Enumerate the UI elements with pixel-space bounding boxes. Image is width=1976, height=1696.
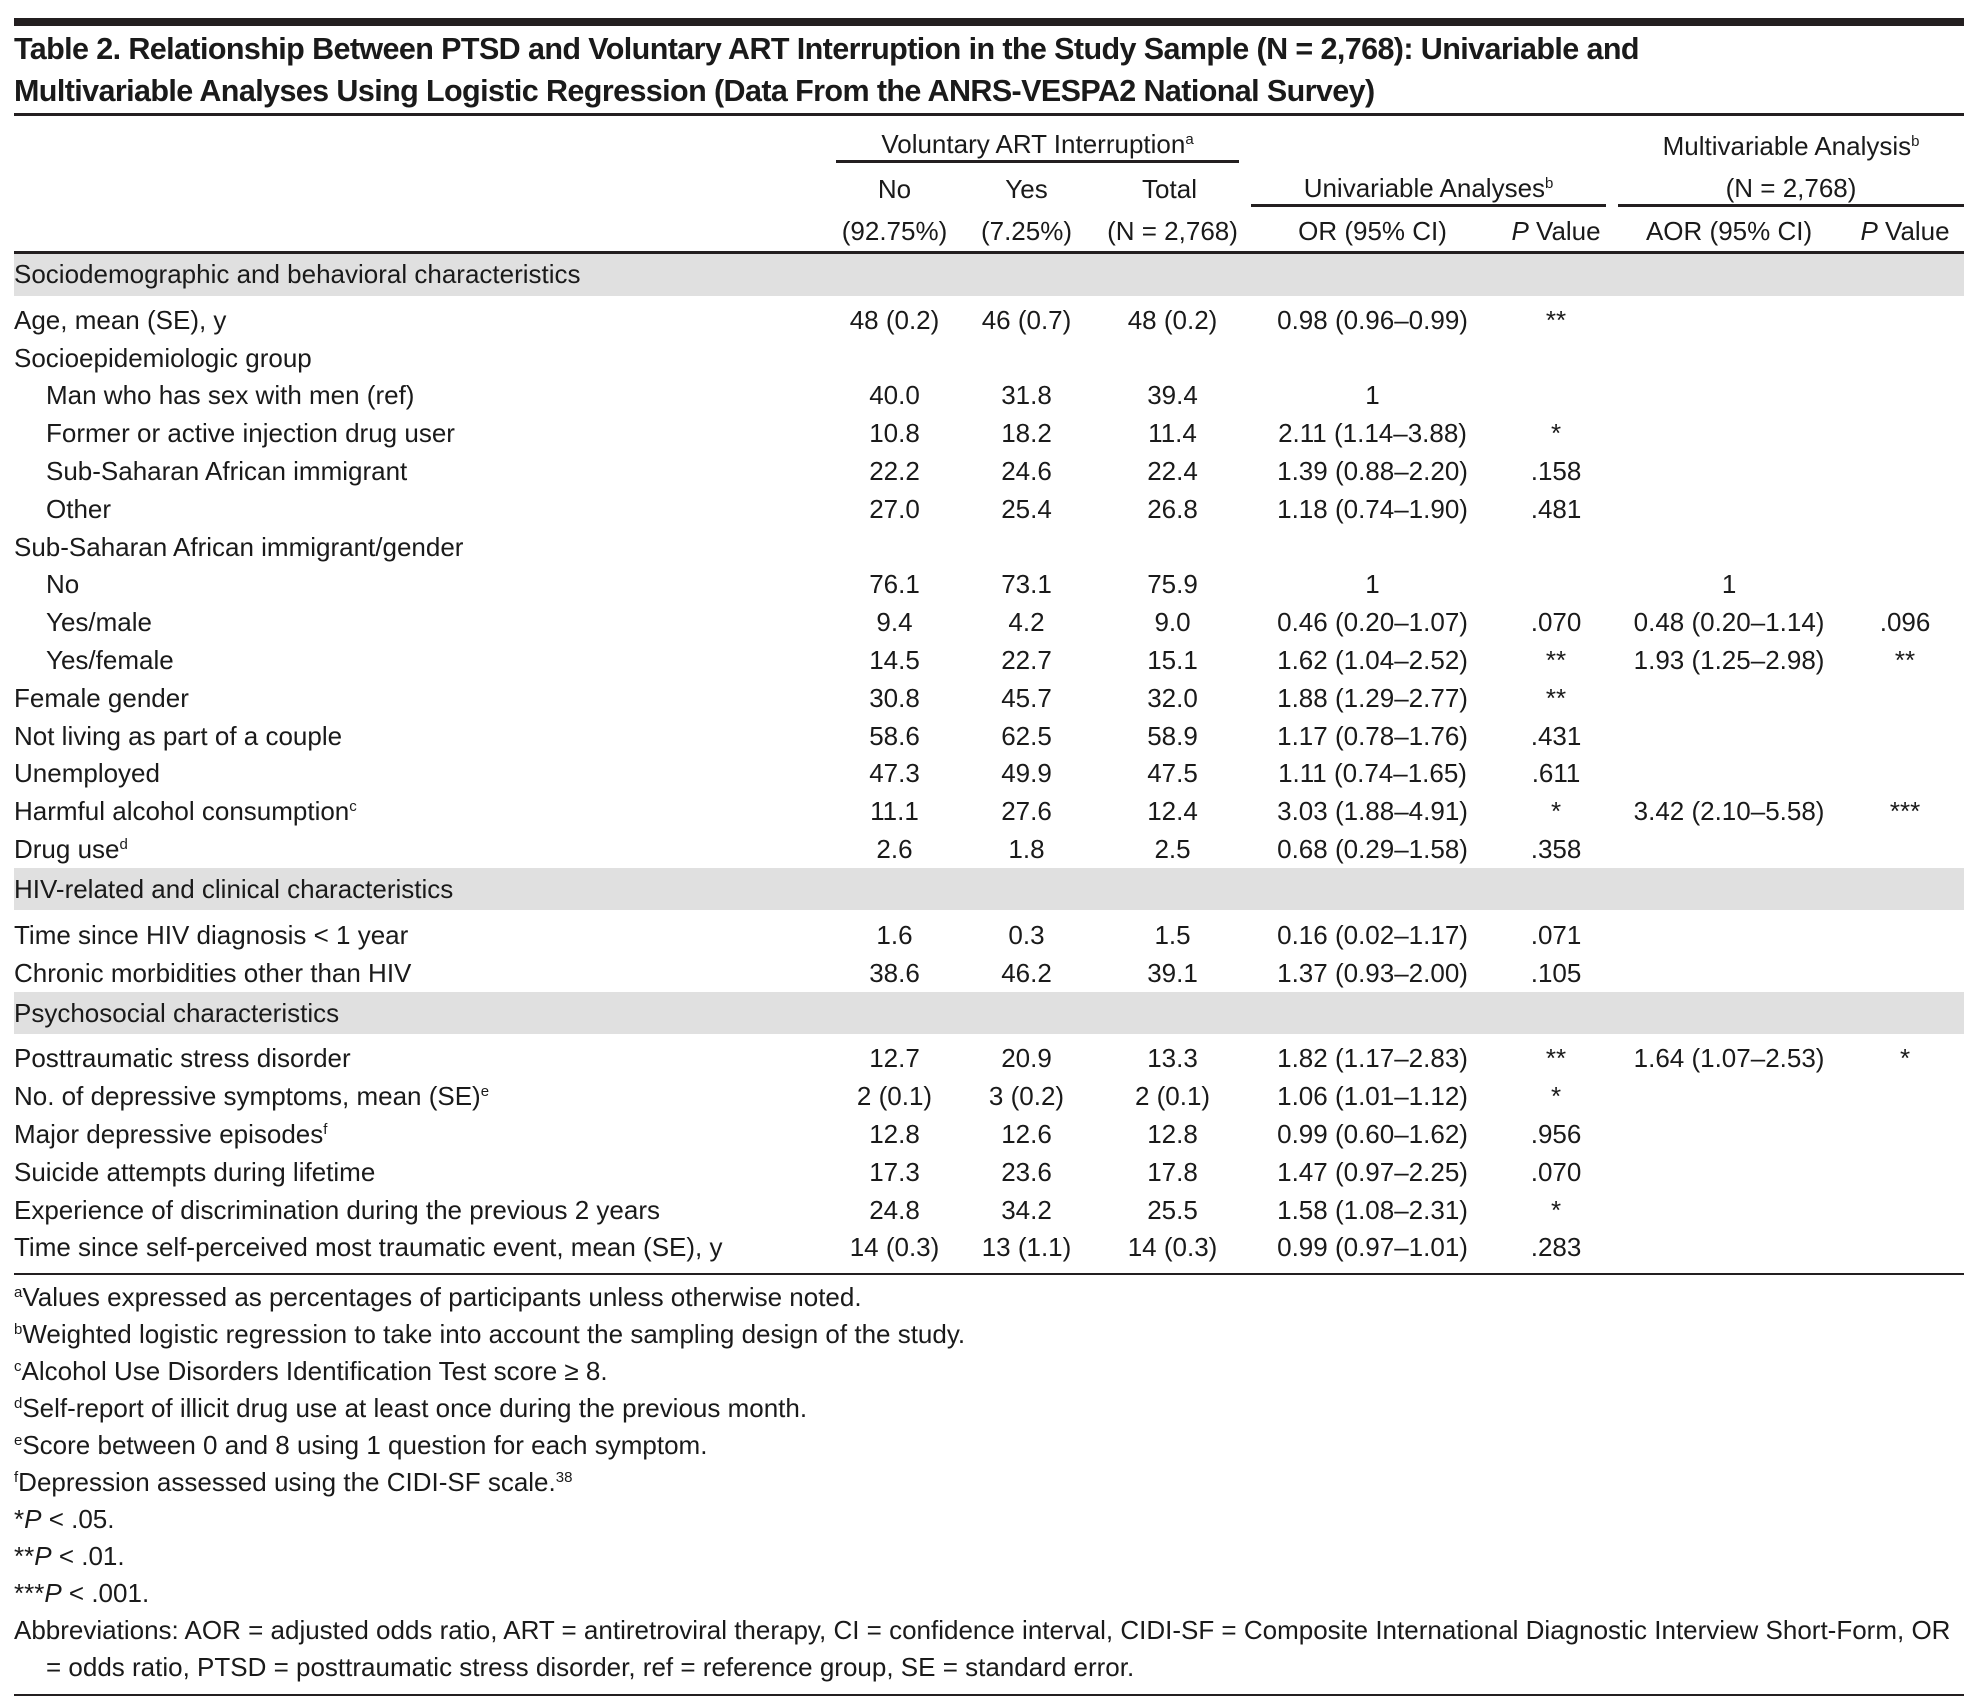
aor-cell bbox=[1612, 339, 1846, 377]
or-cell: 1.37 (0.93–2.00) bbox=[1277, 957, 1468, 988]
footnote bbox=[14, 1575, 1964, 1612]
footnote-text: < .05. bbox=[41, 1504, 115, 1534]
no-cell: 1.6 bbox=[876, 919, 913, 950]
footnote bbox=[14, 1427, 1964, 1464]
row-label: Suicide attempts during lifetime bbox=[14, 1156, 376, 1187]
yes-cell: 22.7 bbox=[1001, 645, 1052, 676]
adjusted-p-value-cell bbox=[1846, 1078, 1964, 1116]
p-value-cell: .105 bbox=[1530, 957, 1582, 988]
table-row bbox=[14, 604, 1964, 642]
row-label: Harmful alcohol consumption$^c$ bbox=[14, 796, 357, 827]
header-adjusted-p-value: P Value bbox=[1860, 215, 1950, 246]
p-value-cell: .158 bbox=[1530, 456, 1582, 487]
footnote-marker: f bbox=[14, 1469, 19, 1486]
table-row bbox=[14, 831, 1964, 869]
p-value-cell: ** bbox=[1545, 682, 1567, 713]
section-header-row bbox=[14, 868, 1964, 910]
table-row bbox=[14, 1034, 1964, 1078]
p-value-cell: ** bbox=[1545, 645, 1567, 676]
yes-cell: 46 (0.7) bbox=[981, 304, 1072, 335]
no-cell: 40.0 bbox=[869, 380, 920, 411]
table-bottom-rule bbox=[14, 1273, 1964, 1275]
aor-cell bbox=[1612, 528, 1846, 566]
no-cell: 12.8 bbox=[869, 1119, 920, 1150]
adjusted-p-value-cell bbox=[1846, 566, 1964, 604]
row-label: Time since self-perceived most traumatic event, mean (SE), y bbox=[14, 1232, 723, 1263]
or-cell: 1 bbox=[1365, 569, 1380, 600]
no-cell: 38.6 bbox=[869, 957, 920, 988]
or-cell: 1.18 (0.74–1.90) bbox=[1277, 493, 1468, 524]
yes-cell: 13 (1.1) bbox=[981, 1232, 1072, 1263]
row-label: Former or active injection drug user bbox=[46, 418, 455, 449]
total-cell: 11.4 bbox=[1148, 418, 1197, 449]
yes-cell: 49.9 bbox=[1001, 758, 1052, 789]
header-no: No bbox=[877, 174, 912, 204]
footnote-marker: a bbox=[14, 1284, 23, 1301]
aor-cell bbox=[1612, 1229, 1846, 1267]
p-value-cell: .481 bbox=[1530, 493, 1582, 524]
header-multivariable-n: (N = 2,768) bbox=[1612, 162, 1964, 206]
no-cell: 11.1 bbox=[870, 796, 919, 827]
results-table bbox=[14, 116, 1964, 1267]
row-label: Experience of discrimination during the previous 2 years bbox=[14, 1194, 661, 1225]
row-label: No. of depressive symptoms, mean (SE)$^e$ bbox=[14, 1081, 490, 1112]
or-cell: 1.47 (0.97–2.25) bbox=[1277, 1156, 1468, 1187]
yes-cell: 23.6 bbox=[1001, 1156, 1052, 1187]
p-value-cell: .070 bbox=[1530, 607, 1582, 638]
or-cell: 1.62 (1.04–2.52) bbox=[1277, 645, 1468, 676]
or-cell: 2.11 (1.14–3.88) bbox=[1278, 418, 1467, 449]
header-yes: Yes bbox=[1005, 174, 1048, 204]
or-cell: 1.58 (1.08–2.31) bbox=[1277, 1194, 1468, 1225]
aor-cell bbox=[1612, 415, 1846, 453]
section-label: Sociodemographic and behavioral characteristics bbox=[14, 252, 1964, 296]
footnote-marker: c bbox=[349, 798, 357, 816]
aor-cell: 1 bbox=[1721, 569, 1737, 600]
no-cell: 22.2 bbox=[869, 456, 920, 487]
row-label: Drug use$^d$ bbox=[14, 834, 128, 865]
footnote-text: < .001. bbox=[61, 1578, 150, 1608]
no-cell: 2 (0.1) bbox=[856, 1081, 933, 1112]
p-value-cell: ** bbox=[1545, 304, 1567, 335]
total-cell: 58.9 bbox=[1147, 720, 1198, 751]
p-value-cell: .611 bbox=[1531, 758, 1581, 789]
footnote bbox=[14, 1390, 1964, 1427]
table-row bbox=[14, 490, 1964, 528]
adjusted-p-value-cell bbox=[1846, 528, 1964, 566]
no-cell bbox=[836, 339, 953, 377]
adjusted-p-value-cell bbox=[1846, 954, 1964, 992]
adjusted-p-value-cell bbox=[1846, 755, 1964, 793]
total-cell: 15.1 bbox=[1147, 645, 1198, 676]
aor-cell: 3.42 (2.10–5.58) bbox=[1633, 796, 1825, 827]
footnote-text: Depression assessed using the CIDI-SF scale. bbox=[18, 1467, 556, 1497]
total-cell: 48 (0.2) bbox=[1127, 304, 1218, 335]
section-header-row bbox=[14, 252, 1964, 296]
header-multivariable-analysis: Multivariable Analysis$^b$ bbox=[1612, 116, 1964, 162]
aor-cell: 1.64 (1.07–2.53) bbox=[1633, 1043, 1825, 1074]
footnote-marker: d bbox=[14, 1395, 23, 1412]
no-cell bbox=[836, 528, 953, 566]
footnote-text: < .01. bbox=[51, 1541, 125, 1571]
p-value-cell: .071 bbox=[1530, 919, 1582, 950]
yes-cell: 31.8 bbox=[1001, 380, 1052, 411]
table-row bbox=[14, 415, 1964, 453]
row-label: Time since HIV diagnosis < 1 year bbox=[14, 919, 409, 950]
p-value-cell: .358 bbox=[1530, 834, 1582, 865]
or-cell: 0.68 (0.29–1.58) bbox=[1277, 834, 1468, 865]
footnote-text: Alcohol Use Disorders Identification Test score ≥ 8. bbox=[21, 1356, 608, 1386]
no-cell: 76.1 bbox=[869, 569, 920, 600]
adjusted-p-value-cell bbox=[1846, 415, 1964, 453]
row-label: Age, mean (SE), y bbox=[14, 304, 227, 335]
or-cell: 1.06 (1.01–1.12) bbox=[1277, 1081, 1468, 1112]
row-label: Man who has sex with men (ref) bbox=[46, 380, 415, 411]
header-p-value: P Value bbox=[1511, 215, 1601, 246]
yes-cell: 73.1 bbox=[1001, 569, 1052, 600]
no-cell: 47.3 bbox=[869, 758, 920, 789]
total-cell: 12.8 bbox=[1147, 1119, 1198, 1150]
yes-cell: 24.6 bbox=[1001, 456, 1052, 487]
total-cell: 17.8 bbox=[1147, 1156, 1198, 1187]
no-cell: 12.7 bbox=[869, 1043, 920, 1074]
row-label: Chronic morbidities other than HIV bbox=[14, 957, 412, 988]
aor-cell bbox=[1612, 954, 1846, 992]
total-cell bbox=[1100, 528, 1245, 566]
table-row bbox=[14, 1078, 1964, 1116]
aor-cell bbox=[1612, 755, 1846, 793]
aor-cell bbox=[1612, 1191, 1846, 1229]
total-cell: 39.4 bbox=[1147, 380, 1198, 411]
yes-cell: 0.3 bbox=[1008, 919, 1045, 950]
aor-cell bbox=[1612, 1153, 1846, 1191]
table-row bbox=[14, 717, 1964, 755]
adjusted-p-value-cell bbox=[1846, 831, 1964, 869]
row-label: Socioepidemiologic group bbox=[14, 342, 312, 373]
table-title bbox=[14, 28, 1974, 112]
p-value-cell bbox=[1500, 339, 1612, 377]
abbreviations: Abbreviations: AOR = adjusted odds ratio, ART = antiretroviral therapy, CI = confidence interval, CIDI-SF = Composite International Diagnostic Interview Short-Form, OR = odds ratio, PTSD = posttraumatic stress disorder, ref = reference group, SE = standard error. bbox=[14, 1615, 1951, 1682]
footnote bbox=[14, 1501, 1964, 1538]
top-rule bbox=[14, 18, 1964, 26]
footnote bbox=[14, 1316, 1964, 1353]
yes-cell: 45.7 bbox=[1001, 682, 1052, 713]
adjusted-p-value-cell bbox=[1846, 1116, 1964, 1154]
row-label: Not living as part of a couple bbox=[14, 720, 343, 751]
row-label: No bbox=[46, 569, 80, 600]
adjusted-p-value-cell: * bbox=[1899, 1043, 1911, 1074]
table-row bbox=[14, 528, 1964, 566]
adjusted-p-value-cell bbox=[1846, 679, 1964, 717]
footnote bbox=[14, 1279, 1964, 1316]
yes-cell bbox=[953, 528, 1100, 566]
aor-cell bbox=[1612, 910, 1846, 954]
aor-cell bbox=[1612, 490, 1846, 528]
aor-cell bbox=[1612, 717, 1846, 755]
header-or: OR (95% CI) bbox=[1298, 215, 1447, 246]
yes-cell: 18.2 bbox=[1001, 418, 1052, 449]
total-cell: 32.0 bbox=[1147, 682, 1198, 713]
footnote-marker: e bbox=[480, 1083, 490, 1101]
footnote-marker: c bbox=[14, 1358, 22, 1375]
p-value-cell bbox=[1500, 377, 1612, 415]
total-cell: 26.8 bbox=[1147, 493, 1198, 524]
total-cell: 25.5 bbox=[1147, 1194, 1198, 1225]
no-cell: 58.6 bbox=[869, 720, 920, 751]
no-cell: 9.4 bbox=[876, 607, 913, 638]
footnote bbox=[14, 1353, 1964, 1390]
aor-cell: 1.93 (1.25–2.98) bbox=[1633, 645, 1825, 676]
significance-stars: ** bbox=[14, 1541, 35, 1571]
table-row bbox=[14, 1229, 1964, 1267]
or-cell: 0.16 (0.02–1.17) bbox=[1277, 919, 1468, 950]
adjusted-p-value-cell bbox=[1846, 490, 1964, 528]
header-univariable-analyses: Univariable Analyses$^b$ bbox=[1245, 116, 1612, 205]
header-total-n: (N = 2,768) bbox=[1107, 215, 1238, 246]
adjusted-p-value-cell bbox=[1846, 453, 1964, 491]
row-label: Major depressive episodes$^f$ bbox=[14, 1119, 328, 1150]
adjusted-p-value-cell: .096 bbox=[1879, 607, 1931, 638]
footnote-text: Self-report of illicit drug use at least once during the previous month. bbox=[22, 1393, 808, 1423]
table-row bbox=[14, 296, 1964, 340]
total-cell: 39.1 bbox=[1147, 957, 1198, 988]
or-cell: 1 bbox=[1365, 380, 1380, 411]
total-cell: 12.4 bbox=[1147, 796, 1198, 827]
total-cell: 13.3 bbox=[1147, 1043, 1198, 1074]
yes-cell: 34.2 bbox=[1001, 1194, 1052, 1225]
no-cell: 27.0 bbox=[869, 493, 920, 524]
title-line-2: Multivariable Analyses Using Logistic Regression (Data From the ANRS-VESPA2 National Survey) bbox=[14, 74, 1375, 108]
header-aor: AOR (95% CI) bbox=[1645, 215, 1813, 246]
significance-stars: *** bbox=[14, 1578, 45, 1608]
row-label: Unemployed bbox=[14, 758, 160, 789]
row-label: Posttraumatic stress disorder bbox=[14, 1043, 351, 1074]
p-symbol: P bbox=[44, 1578, 62, 1608]
table-row bbox=[14, 1116, 1964, 1154]
yes-cell: 46.2 bbox=[1001, 957, 1052, 988]
table-row bbox=[14, 339, 1964, 377]
total-cell: 14 (0.3) bbox=[1127, 1232, 1218, 1263]
yes-cell: 20.9 bbox=[1001, 1043, 1052, 1074]
aor-cell bbox=[1612, 1078, 1846, 1116]
or-cell: 0.99 (0.60–1.62) bbox=[1277, 1119, 1468, 1150]
row-label: Yes/male bbox=[46, 607, 152, 638]
p-value-cell: .283 bbox=[1530, 1232, 1582, 1263]
adjusted-p-value-cell bbox=[1846, 1191, 1964, 1229]
aor-cell: 0.48 (0.20–1.14) bbox=[1633, 607, 1825, 638]
footnote-marker: e bbox=[14, 1432, 23, 1449]
header-voluntary-art-interruption: Voluntary ART Interruption$^a$ bbox=[836, 116, 1245, 162]
header-total: Total bbox=[1142, 174, 1197, 204]
yes-cell: 12.6 bbox=[1001, 1119, 1052, 1150]
p-value-cell bbox=[1500, 528, 1612, 566]
adjusted-p-value-cell bbox=[1846, 717, 1964, 755]
total-cell bbox=[1100, 339, 1245, 377]
no-cell: 2.6 bbox=[876, 834, 913, 865]
footnote-text: Values expressed as percentages of participants unless otherwise noted. bbox=[22, 1282, 862, 1312]
p-symbol: P bbox=[34, 1541, 52, 1571]
row-label: Other bbox=[46, 493, 112, 524]
or-cell: 1.17 (0.78–1.76) bbox=[1277, 720, 1468, 751]
table-row bbox=[14, 377, 1964, 415]
aor-cell bbox=[1612, 377, 1846, 415]
p-value-cell: ** bbox=[1545, 1043, 1567, 1074]
table-row bbox=[14, 566, 1964, 604]
no-cell: 30.8 bbox=[869, 682, 920, 713]
aor-cell bbox=[1612, 679, 1846, 717]
footnote bbox=[14, 1464, 1964, 1501]
p-value-cell: .431 bbox=[1530, 720, 1582, 751]
table-row bbox=[14, 642, 1964, 680]
reference-number: 38 bbox=[555, 1469, 573, 1486]
or-cell: 0.46 (0.20–1.07) bbox=[1277, 607, 1468, 638]
total-cell: 47.5 bbox=[1147, 758, 1198, 789]
table-row bbox=[14, 1153, 1964, 1191]
footnote bbox=[14, 1538, 1964, 1575]
p-value-cell: * bbox=[1550, 1081, 1562, 1112]
adjusted-p-value-cell: *** bbox=[1889, 796, 1921, 827]
no-cell: 14 (0.3) bbox=[849, 1232, 940, 1263]
row-label: Female gender bbox=[14, 682, 189, 713]
no-cell: 24.8 bbox=[869, 1194, 920, 1225]
or-cell bbox=[1245, 528, 1500, 566]
adjusted-p-value-cell: ** bbox=[1894, 645, 1916, 676]
table-row bbox=[14, 793, 1964, 831]
footnote-text: Weighted logistic regression to take into account the sampling design of the study. bbox=[22, 1319, 966, 1349]
or-cell bbox=[1245, 339, 1500, 377]
or-cell: 0.98 (0.96–0.99) bbox=[1277, 304, 1468, 335]
table-row bbox=[14, 1191, 1964, 1229]
aor-cell bbox=[1612, 1116, 1846, 1154]
aor-cell bbox=[1612, 453, 1846, 491]
p-value-cell bbox=[1500, 566, 1612, 604]
aor-cell bbox=[1612, 831, 1846, 869]
row-label: Yes/female bbox=[46, 645, 174, 676]
yes-cell: 27.6 bbox=[1001, 796, 1052, 827]
yes-cell: 62.5 bbox=[1001, 720, 1052, 751]
or-cell: 1.39 (0.88–2.20) bbox=[1277, 456, 1468, 487]
footnote-marker: b bbox=[14, 1321, 23, 1338]
table-row bbox=[14, 755, 1964, 793]
title-line-1: Table 2. Relationship Between PTSD and Voluntary ART Interruption in the Study Sample (N = 2,768): Univariable and bbox=[14, 32, 1639, 66]
footnotes bbox=[14, 1279, 1964, 1686]
yes-cell: 25.4 bbox=[1001, 493, 1052, 524]
header-no-pct: (92.75%) bbox=[841, 215, 948, 246]
yes-cell: 4.2 bbox=[1008, 607, 1045, 638]
adjusted-p-value-cell bbox=[1846, 1153, 1964, 1191]
total-cell: 75.9 bbox=[1147, 569, 1198, 600]
no-cell: 17.3 bbox=[869, 1156, 920, 1187]
total-cell: 2.5 bbox=[1154, 834, 1191, 865]
yes-cell: 3 (0.2) bbox=[988, 1081, 1065, 1112]
total-cell: 1.5 bbox=[1154, 919, 1191, 950]
or-cell: 3.03 (1.88–4.91) bbox=[1277, 796, 1468, 827]
p-value-cell: .956 bbox=[1530, 1119, 1582, 1150]
adjusted-p-value-cell bbox=[1846, 296, 1964, 340]
total-cell: 22.4 bbox=[1147, 456, 1198, 487]
table-row bbox=[14, 453, 1964, 491]
adjusted-p-value-cell bbox=[1846, 910, 1964, 954]
p-value-cell: * bbox=[1550, 1194, 1562, 1225]
p-value-cell: .070 bbox=[1530, 1156, 1582, 1187]
or-cell: 1.88 (1.29–2.77) bbox=[1277, 682, 1468, 713]
footnote-text: Score between 0 and 8 using 1 question for each symptom. bbox=[22, 1430, 708, 1460]
header-yes-pct: (7.25%) bbox=[980, 215, 1073, 246]
section-label: HIV-related and clinical characteristics bbox=[14, 868, 1964, 910]
adjusted-p-value-cell bbox=[1846, 377, 1964, 415]
no-cell: 48 (0.2) bbox=[849, 304, 940, 335]
or-cell: 0.99 (0.97–1.01) bbox=[1277, 1232, 1468, 1263]
p-value-cell: * bbox=[1550, 418, 1562, 449]
aor-cell bbox=[1612, 296, 1846, 340]
footnote-marker: f bbox=[323, 1121, 328, 1139]
no-cell: 10.8 bbox=[869, 418, 920, 449]
yes-cell: 1.8 bbox=[1008, 834, 1045, 865]
p-value-cell: * bbox=[1550, 796, 1562, 827]
row-label: Sub-Saharan African immigrant bbox=[46, 456, 408, 487]
total-cell: 2 (0.1) bbox=[1134, 1081, 1211, 1112]
section-header-row bbox=[14, 992, 1964, 1034]
row-label: Sub-Saharan African immigrant/gender bbox=[14, 531, 464, 562]
total-cell: 9.0 bbox=[1154, 607, 1191, 638]
adjusted-p-value-cell bbox=[1846, 339, 1964, 377]
no-cell: 14.5 bbox=[869, 645, 920, 676]
adjusted-p-value-cell bbox=[1846, 1229, 1964, 1267]
or-cell: 1.11 (0.74–1.65) bbox=[1278, 758, 1467, 789]
p-symbol: P bbox=[24, 1504, 42, 1534]
table-row bbox=[14, 954, 1964, 992]
significance-stars: * bbox=[14, 1504, 25, 1534]
table-row bbox=[14, 679, 1964, 717]
section-label: Psychosocial characteristics bbox=[14, 992, 1964, 1034]
or-cell: 1.82 (1.17–2.83) bbox=[1277, 1043, 1468, 1074]
footnote-marker: d bbox=[119, 836, 128, 854]
table-row bbox=[14, 910, 1964, 954]
yes-cell bbox=[953, 339, 1100, 377]
